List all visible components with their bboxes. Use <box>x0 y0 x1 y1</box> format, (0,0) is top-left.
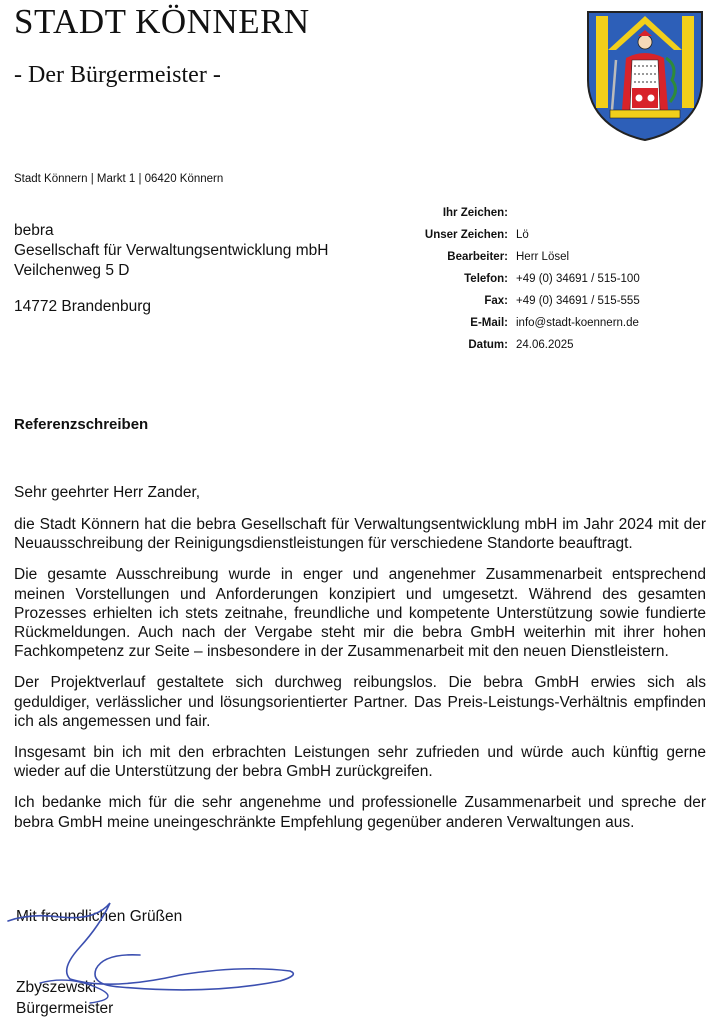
meta-value: +49 (0) 34691 / 515-100 <box>516 273 640 285</box>
meta-value: info@stadt-koennern.de <box>516 317 639 329</box>
body-paragraph: Insgesamt bin ich mit den erbrachten Leistungen sehr zufrieden und würde auch künftig gerne wieder auf die Unterstützung der bebra GmbH zurückgreifen. <box>14 744 706 781</box>
meta-row-bearbeiter <box>400 246 640 268</box>
recipient-company: Gesellschaft für Verwaltungsentwicklung mbH <box>14 242 329 259</box>
recipient-city: 14772 Brandenburg <box>14 298 152 315</box>
body-paragraph: die Stadt Könnern hat die bebra Gesellschaft für Verwaltungsentwicklung mbH im Jahr 2024 mit der Neuausschreibung der Reinigungsdienstleistungen für verschiedene Standorte beauftragt. <box>14 516 706 553</box>
meta-value: Lö <box>516 229 529 241</box>
letter-body <box>14 515 706 844</box>
signer-role: Bürgermeister <box>16 1000 114 1017</box>
recipient-address <box>14 221 328 317</box>
reference-block <box>400 202 640 356</box>
letter-closing: Mit freundlichen Grüßen <box>16 908 183 925</box>
meta-label: E-Mail: <box>470 317 508 329</box>
meta-row-telefon <box>400 268 640 290</box>
meta-row-ihr-zeichen <box>400 202 640 224</box>
body-paragraph: Ich bedanke mich für die sehr angenehme und professionelle Zusammenarbeit und spreche der bebra GmbH meine uneingeschränkte Empfehlung gegenüber anderen Verwaltungen aus. <box>14 794 706 831</box>
body-paragraph: Die gesamte Ausschreibung wurde in enger und angenehmer Zusammenarbeit entsprechend meinen Vorstellungen und Anforderungen konzipiert und umgesetzt. Während des gesamten Prozesses erhielten ich stets zeitnahe, freundliche und kompetente Unterstützung sowie fundierte Rückmeldungen. Auch nach der Vergabe steht mir die bebra GmbH weiterhin mit ihrer hohen Fachkompetenz zur Seite – insbesondere in der Zusammenarbeit mit den neuen Dienstleistern. <box>14 566 706 661</box>
handwritten-signature-image <box>0 895 320 1015</box>
meta-value: +49 (0) 34691 / 515-555 <box>516 295 640 307</box>
letter-subject: Referenzschreiben <box>14 416 149 433</box>
meta-label: Fax: <box>484 295 508 307</box>
body-paragraph: Der Projektverlauf gestaltete sich durchweg reibungslos. Die bebra GmbH erwies sich als geduldiger, verlässlicher und lösungsorientierter Partner. Das Preis-Leistungs-Verhältnis empfinden ich als angemessen und fair. <box>14 674 706 730</box>
meta-label: Ihr Zeichen: <box>442 207 508 219</box>
meta-label: Telefon: <box>464 273 508 285</box>
recipient-street: Veilchenweg 5 D <box>14 262 130 279</box>
meta-row-unser-zeichen <box>400 224 640 246</box>
meta-row-datum <box>400 334 640 356</box>
meta-label: Unser Zeichen: <box>424 229 508 241</box>
meta-label: Datum: <box>468 339 508 351</box>
letterhead-title: STADT KÖNNERN <box>14 2 310 41</box>
meta-label: Bearbeiter: <box>447 251 508 263</box>
meta-row-fax <box>400 290 640 312</box>
coat-of-arms-image <box>586 10 704 142</box>
signer-name: Zbyszewski <box>16 979 97 996</box>
meta-row-email <box>400 312 640 334</box>
meta-value: 24.06.2025 <box>516 339 574 351</box>
meta-value: Herr Lösel <box>516 251 570 263</box>
recipient-name: bebra <box>14 222 54 239</box>
letter-salutation: Sehr geehrter Herr Zander, <box>14 484 201 501</box>
letterhead-subtitle: - Der Bürgermeister - <box>14 62 221 88</box>
sender-address-line: Stadt Könnern | Markt 1 | 06420 Könnern <box>14 173 224 185</box>
